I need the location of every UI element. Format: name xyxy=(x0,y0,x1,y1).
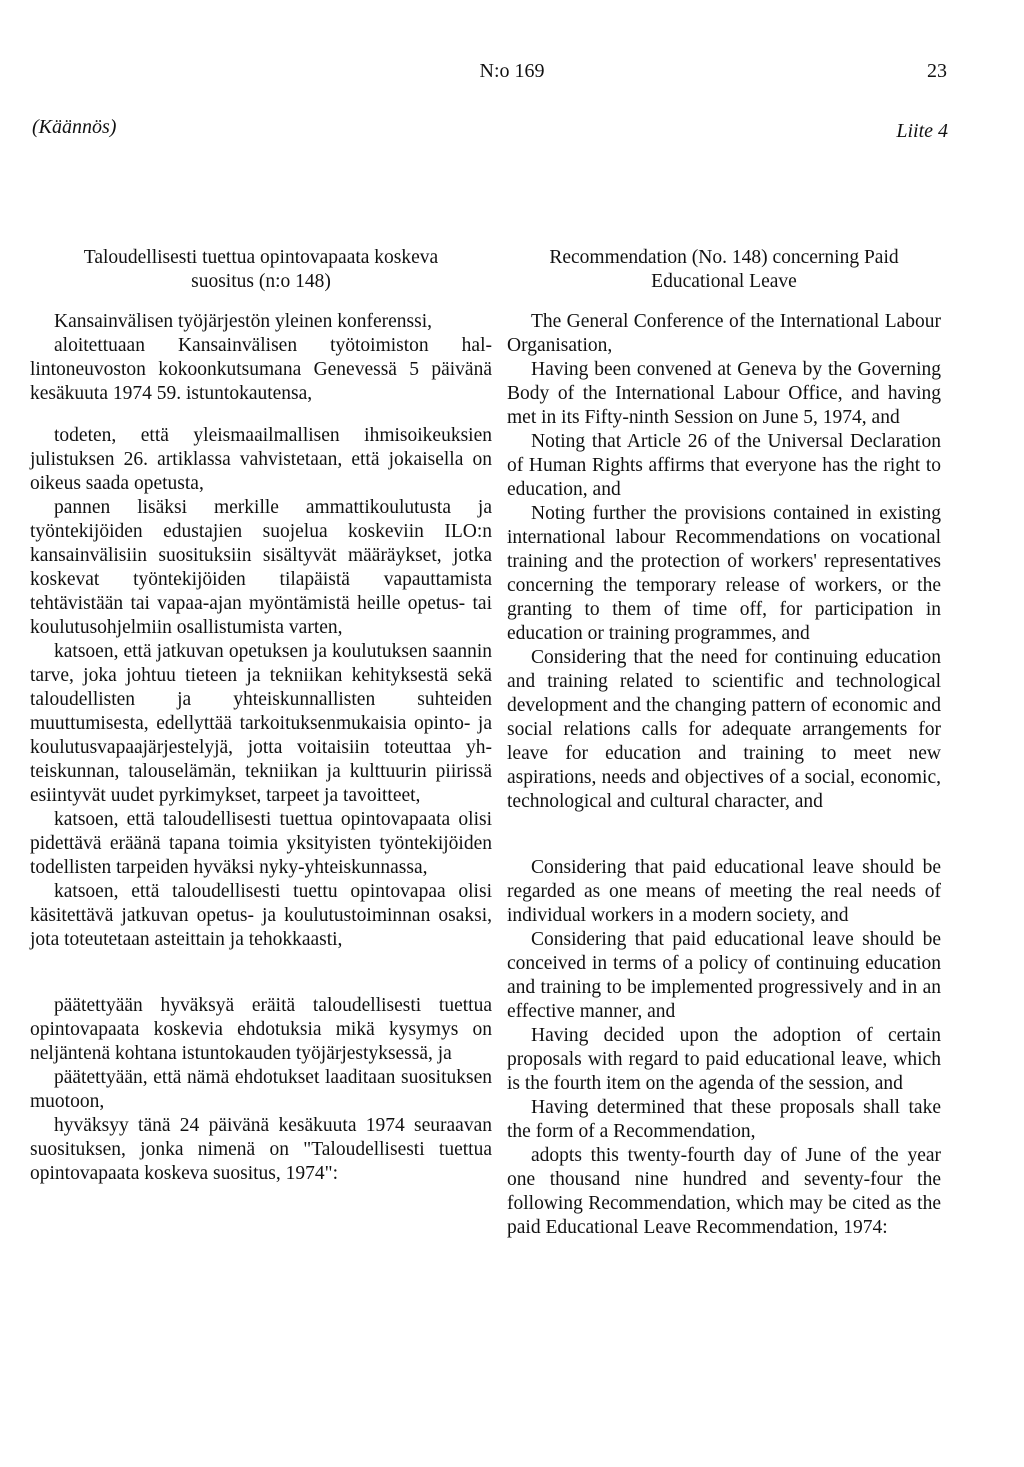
english-paragraph: Having determined that these proposals shall take the form of a Recommendation, xyxy=(507,1097,941,1142)
english-title-line2: Educational Leave xyxy=(651,271,797,292)
finnish-paragraph: päätettyään hyväksyä eräitä taloudellisesti tuettua opintovapaata koskevia ehdotuksia mikä kysymys on neljäntenä kohtana istuntokauden työjärjestyksessä, ja xyxy=(30,995,492,1064)
english-paragraph: Considering that paid educational leave should be regarded as one means of meeting the real needs of individual workers in a modern society, and xyxy=(507,857,941,926)
page-number: 23 xyxy=(927,60,947,82)
appendix-label: Liite 4 xyxy=(896,120,948,142)
english-paragraph: Having been convened at Geneva by the Governing Body of the International Labour Office, and having met in its Fifty-ninth Session on June 5, 1974, and xyxy=(507,359,941,428)
finnish-paragraph: todeten, että yleismaailmallisen ihmisoikeuksien julistuksen 26. artiklassa vahvistetaan, että jokaisella on oikeus saada opetusta, xyxy=(30,425,492,494)
document-number: N:o 169 xyxy=(479,60,545,82)
english-paragraph: Considering that paid educational leave should be conceived in terms of a policy of continuing education and training to be implemented progressively and in an effective manner, and xyxy=(507,929,941,1022)
finnish-title-line2: suositus (n:o 148) xyxy=(191,271,331,292)
finnish-paragraph: pannen lisäksi merkille ammattikoulutusta ja työntekijöiden edustajien suojelua koskeviin ILO:n kansainvälisiin suosituksiin sisältyvät määräykset, jotka koskevat työntekijöiden tilapäistä vapauttamista tehtävistään tai vapaa-ajan myöntämistä heille opetus- tai koulutusohjelmiin osallistumista varten, xyxy=(30,497,492,638)
english-column xyxy=(507,246,941,1240)
english-paragraph: Noting further the provisions contained in existing international labour Recommendations on vocational training and the protection of workers' representatives concerning the temporary release of workers, or the granting to them of time off, for participation in education or training programmes, and xyxy=(507,503,941,644)
english-paragraph: Having decided upon the adoption of certain proposals with regard to paid educational leave, which is the fourth item on the agenda of the session, and xyxy=(507,1025,941,1094)
finnish-paragraph: Kansainvälisen työjärjestön yleinen konferenssi, xyxy=(54,311,432,332)
finnish-title xyxy=(30,246,492,294)
finnish-title-line1: Taloudellisesti tuettua opintovapaata koskeva xyxy=(83,247,439,268)
english-title-line1: Recommendation (No. 148) concerning Paid xyxy=(549,247,899,268)
english-paragraph: Considering that the need for continuing education and training related to scientific and technological development and the changing pattern of economic and social relations calls for adequate arrangements for leave for education and training to meet new aspirations, needs and objectives of a social, economic, technological and cultural character, and xyxy=(507,647,941,812)
translation-label: (Käännös) xyxy=(32,116,117,138)
english-paragraph: Noting that Article 26 of the Universal Declaration of Human Rights affirms that everyone has the right to education, and xyxy=(507,431,941,500)
finnish-paragraph: päätettyään, että nämä ehdotukset laaditaan suosituksen muotoon, xyxy=(30,1067,492,1112)
finnish-column xyxy=(30,246,492,1186)
finnish-paragraph: aloitettuaan Kansainvälisen työtoimiston hallintoneuvoston kokoonkutsumana Genevessä 5 päivänä kesäkuuta 1974 59. istuntokautensa, xyxy=(30,335,492,404)
finnish-paragraph: katsoen, että jatkuvan opetuksen ja koulutuksen saannin tarve, joka johtuu tieteen ja tekniikan kehityksestä sekä taloudellisten ja yhteiskunnallisten suhteiden muuttumisesta, edellyttää tarkoituksenmukaisia opinto- ja koulutusvapaajärjestelyjä, jotta voitaisiin toteuttaa yhteiskunnan, talouselämän, tekniikan ja kulttuurin piirissä esiintyvät uudet pyrkimykset, tarpeet ja tavoitteet, xyxy=(30,641,492,806)
english-paragraph: adopts this twenty-fourth day of June of the year one thousand nine hundred and seventy-four the following Recommendation, which may be cited as the paid Educational Leave Recommendation, 1974: xyxy=(507,1145,941,1238)
english-title xyxy=(507,246,941,294)
english-paragraph: The General Conference of the International Labour Organisation, xyxy=(507,311,941,356)
finnish-paragraph: hyväksyy tänä 24 päivänä kesäkuuta 1974 seuraavan suosituksen, jonka nimenä on "Taloudellisesti tuettua opintovapaata koskeva suositus, 1974": xyxy=(30,1115,492,1184)
finnish-paragraph: katsoen, että taloudellisesti tuettua opintovapaata olisi pidettävä eräänä tapana toimia yksityisten työntekijöiden todellisten tarpeiden hyväksi nyky-yhteiskunnassa, xyxy=(30,809,492,878)
finnish-paragraph: katsoen, että taloudellisesti tuettu opintovapaa olisi käsitettävä jatkuvan opetus- ja koulutustoiminnan osaksi, jota toteutetaan asteittain ja tehokkaasti, xyxy=(30,881,492,950)
